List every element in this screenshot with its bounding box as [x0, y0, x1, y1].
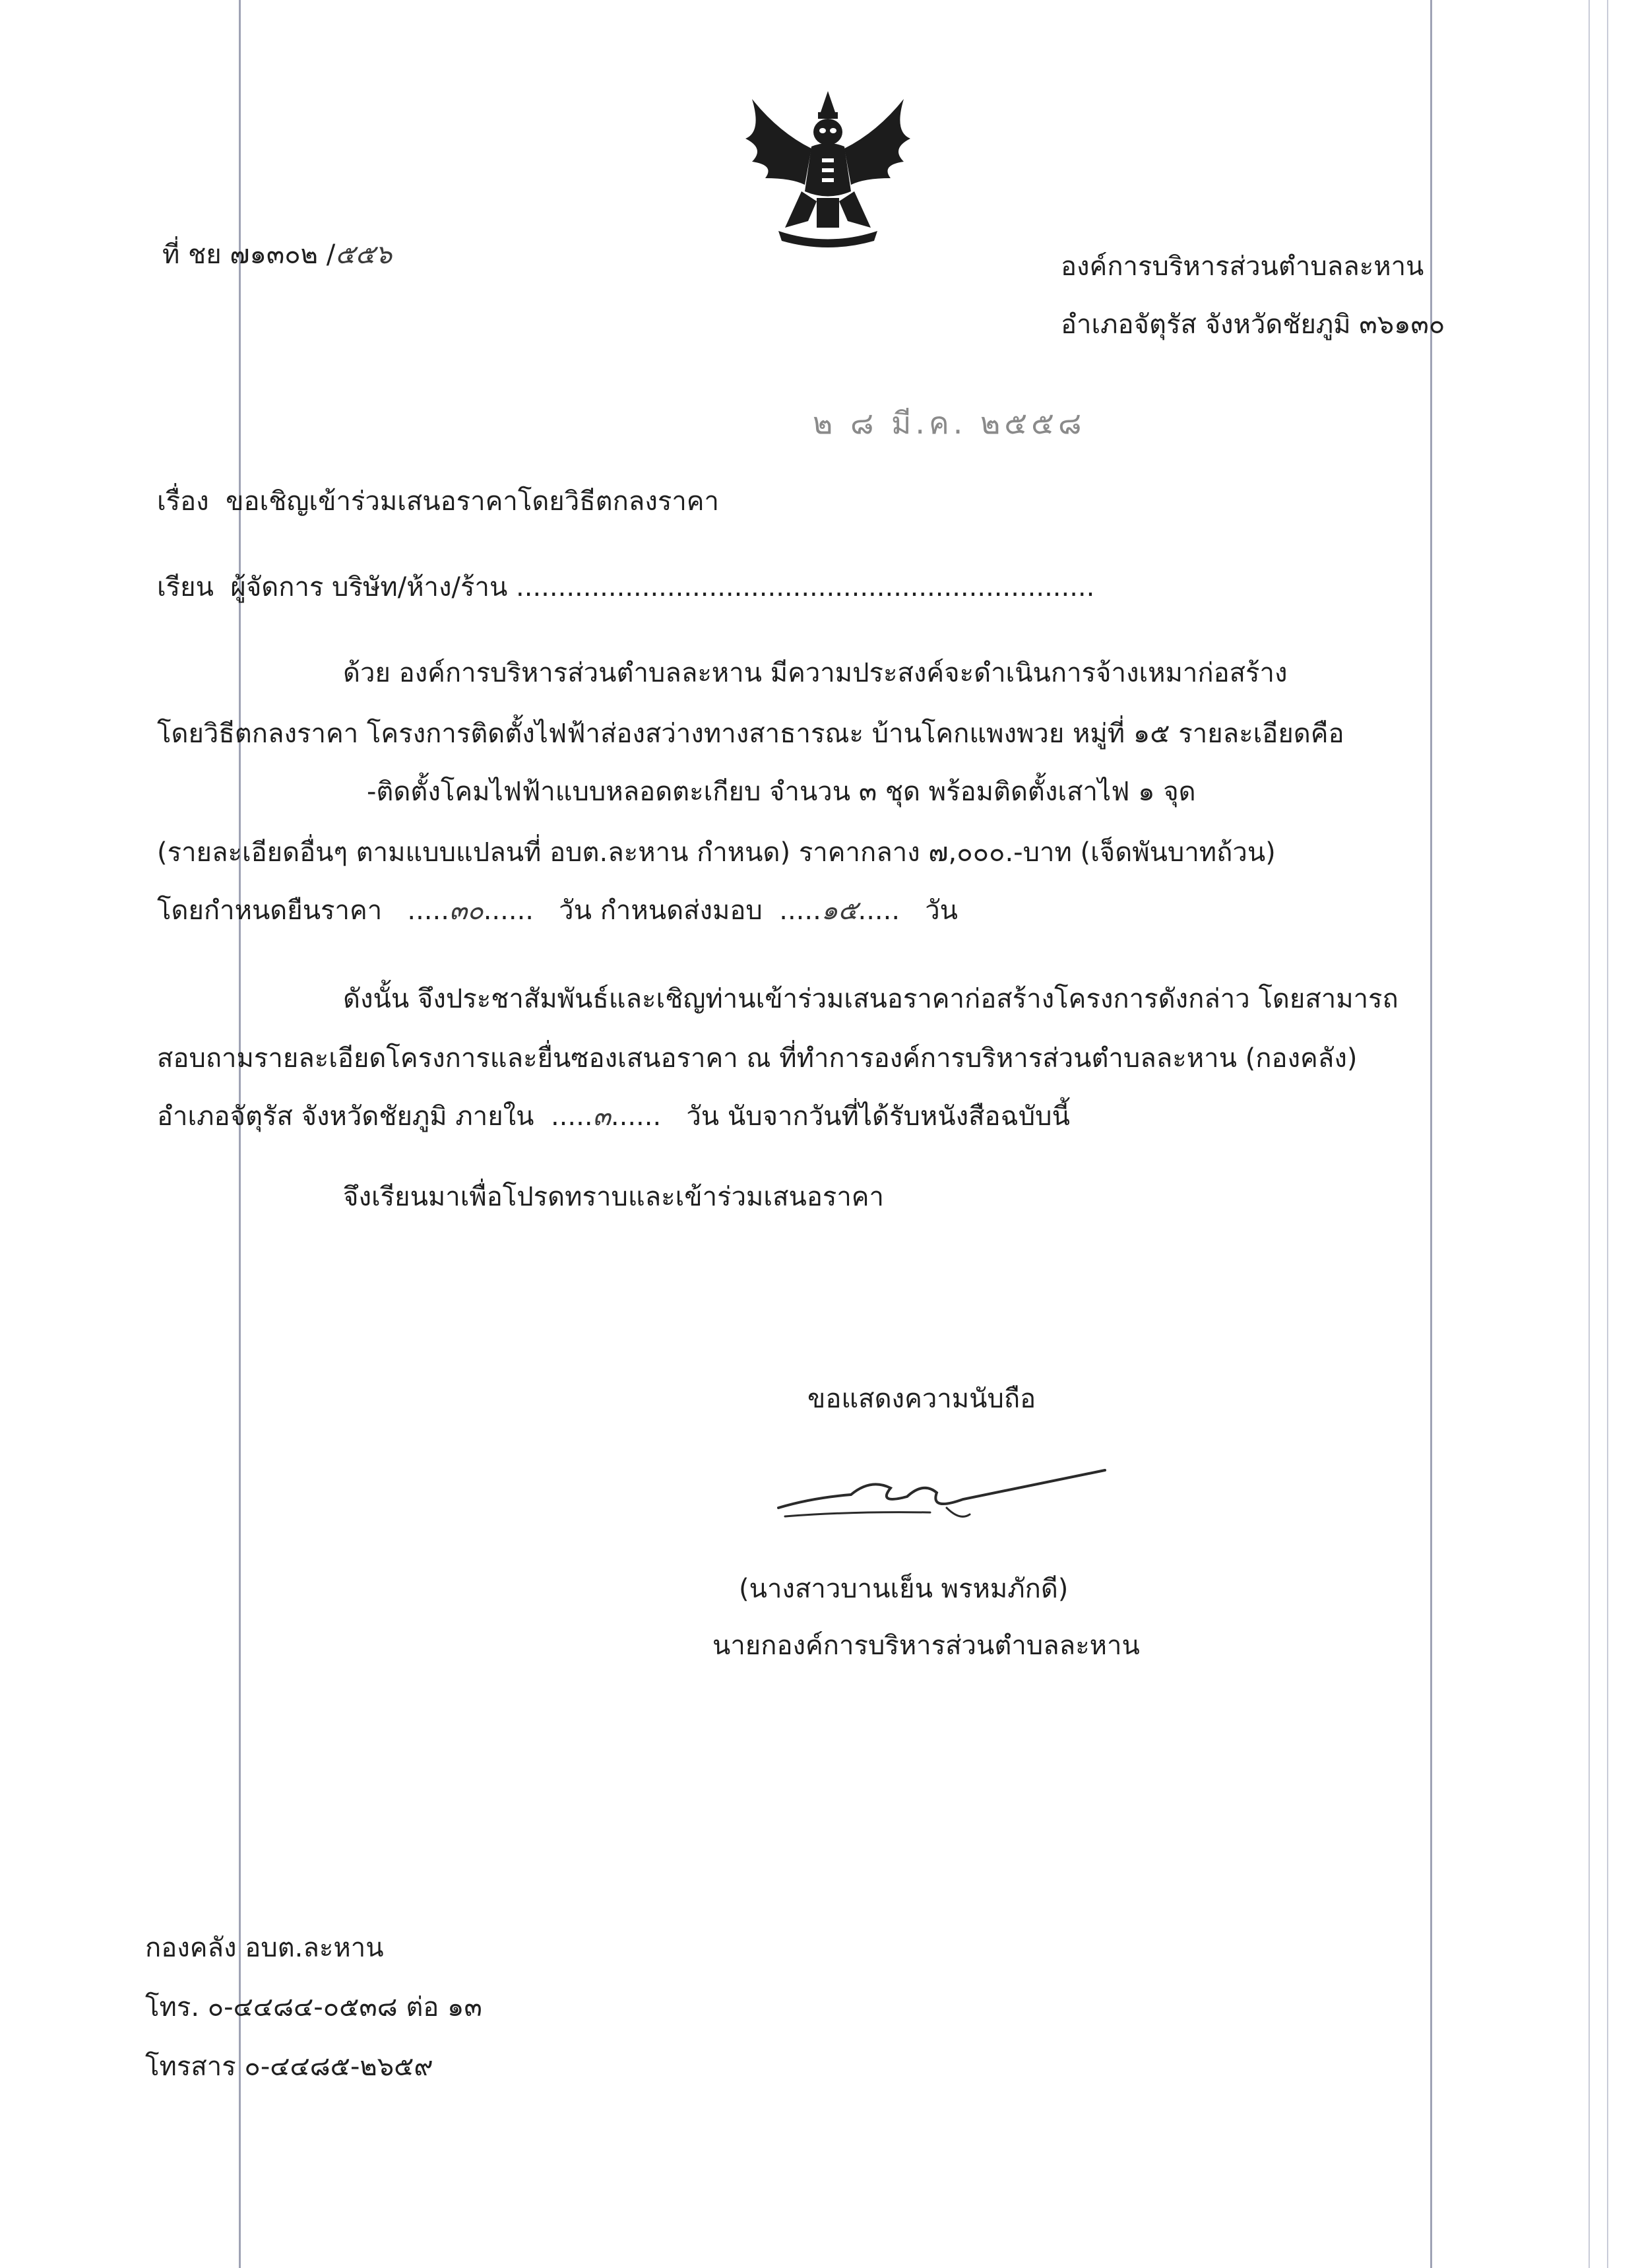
paragraph1-line5: โดยกำหนดยืนราคา .....๓๐...... วัน กำหนดส่งมอบ .....๑๕..... วัน — [157, 895, 959, 926]
bid-validity-label: โดยกำหนดยืนราคา — [157, 895, 383, 926]
recipient-text: ผู้จัดการ บริษัท/ห้าง/ร้าน ..................................................................... — [230, 572, 1095, 602]
signer-name: (นางสาวบานเย็น พรหมภักดี) — [739, 1574, 1069, 1604]
paragraph2-line3: อำเภอจัตุรัส จังหวัดชัยภูมิ ภายใน .....๓...... วัน นับจากวันที่ได้รับหนังสือฉบับนี้ — [157, 1101, 1070, 1132]
scan-line-edge-2 — [1607, 0, 1608, 2268]
paragraph1-line4: (รายละเอียดอื่นๆ ตามแบบแปลนที่ อบต.ละหาน กำหนด) ราคากลาง ๗,๐๐๐.-บาท (เจ็ดพันบาทถ้วน) — [157, 837, 1276, 868]
delivery-unit: วัน — [925, 895, 959, 926]
signer-title: นายกองค์การบริหารส่วนตำบลละหาน — [712, 1631, 1140, 1661]
footer-department: กองคลัง อบต.ละหาน — [145, 1933, 384, 1963]
paragraph1-line1: ด้วย องค์การบริหารส่วนตำบลละหาน มีความประสงค์จะดำเนินการจ้างเหมาก่อสร้าง — [343, 658, 1288, 688]
submission-period-label: อำเภอจัตุรัส จังหวัดชัยภูมิ ภายใน — [157, 1101, 534, 1132]
signature-icon — [772, 1458, 1115, 1531]
footer-phone: โทร. ๐-๔๔๘๔-๐๕๓๘ ต่อ ๑๓ — [145, 1992, 482, 2023]
org-name-line1: องค์การบริหารส่วนตำบลละหาน — [1061, 251, 1424, 282]
subject-text: ขอเชิญเข้าร่วมเสนอราคาโดยวิธีตกลงราคา — [226, 486, 720, 517]
paragraph1-line2: โดยวิธีตกลงราคา โครงการติดตั้งไฟฟ้าส่องสว่างทางสาธารณะ บ้านโคกแพงพวย หมู่ที่ ๑๕ รายละเอียดคือ — [157, 719, 1344, 749]
garuda-emblem-icon — [739, 86, 917, 251]
recipient-label: เรียน — [157, 572, 214, 602]
footer-fax: โทรสาร ๐-๔๔๘๕-๒๖๕๙ — [145, 2052, 433, 2082]
submission-period-days: ๓ — [592, 1101, 611, 1132]
paragraph2-line1: ดังนั้น จึงประชาสัมพันธ์และเชิญท่านเข้าร่วมเสนอราคาก่อสร้างโครงการดังกล่าว โดยสามารถ — [343, 984, 1399, 1014]
paragraph2-line2: สอบถามรายละเอียดโครงการและยื่นซองเสนอราคา ณ ที่ทำการองค์การบริหารส่วนตำบลละหาน (กองคลัง) — [157, 1043, 1358, 1074]
subject-label: เรื่อง — [157, 486, 209, 517]
date-stamp: ๒ ๘ มี.ค. ๒๕๕๘ — [813, 405, 1086, 441]
recipient-line — [157, 571, 1094, 603]
subject-line — [157, 486, 719, 517]
paragraph1-line3: -ติดตั้งโคมไฟฟ้าแบบหลอดตะเกียบ จำนวน ๓ ชุด พร้อมติดตั้งเสาไฟ ๑ จุด — [367, 777, 1196, 807]
submission-period-text: วัน นับจากวันที่ได้รับหนังสือฉบับนี้ — [686, 1101, 1070, 1132]
reference-handwritten-number: ๕๕๖ — [335, 240, 393, 270]
scan-line-edge-1 — [1589, 0, 1590, 2268]
bid-validity-days: ๓๐ — [449, 895, 484, 926]
scan-line-left — [239, 0, 241, 2268]
delivery-days: ๑๕ — [821, 895, 858, 926]
org-address-line2: อำเภอจัตุรัส จังหวัดชัยภูมิ ๓๖๑๓๐ — [1061, 309, 1445, 340]
closing-regards: ขอแสดงความนับถือ — [807, 1384, 1036, 1414]
reference-prefix: ที่ ชย ๗๑๓๐๒ / — [162, 240, 336, 270]
delivery-label: วัน กำหนดส่งมอบ — [559, 895, 763, 926]
paragraph3: จึงเรียนมาเพื่อโปรดทราบและเข้าร่วมเสนอราคา — [343, 1182, 885, 1212]
reference-number — [162, 239, 392, 271]
